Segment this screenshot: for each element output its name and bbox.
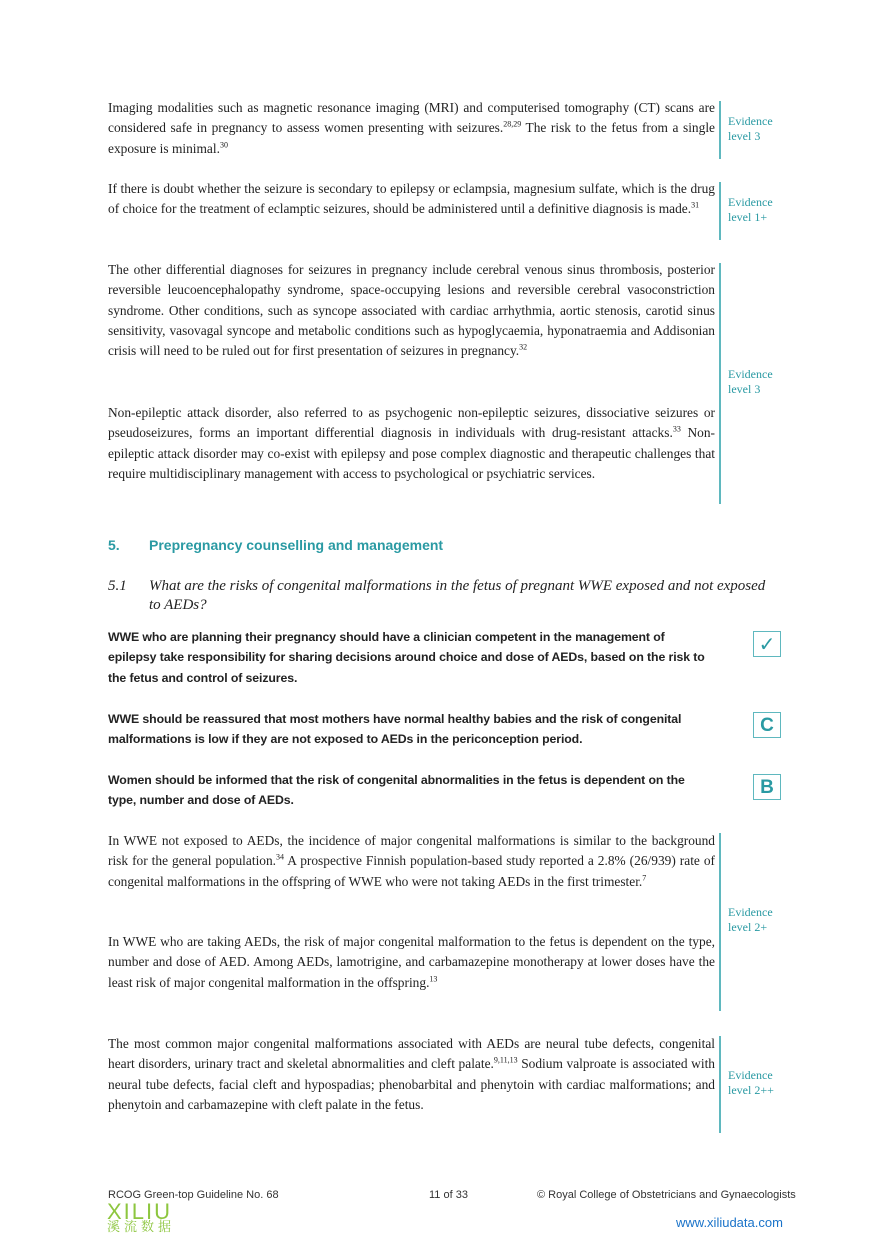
evidence-bar [719,101,721,159]
citation: 33 [672,424,681,434]
citation: 30 [219,140,228,150]
section-heading [108,537,443,553]
question-number: 5.1 [108,578,127,594]
logo-text: XILIU [107,1199,173,1224]
watermark-link[interactable]: www.xiliudata.com [676,1215,783,1230]
footer-copyright: © Royal College of Obstetricians and Gynaecologists [537,1189,796,1201]
citation: 34 [276,852,285,862]
citation: 9,11,13 [493,1055,518,1065]
logo-cjk-text: 溪流数据 [107,1220,176,1235]
grade-badge: B [753,774,781,800]
question-heading [108,577,768,615]
evidence-label: Evidence level 2+ [728,905,773,934]
paragraph-non-epileptic [108,403,715,484]
grade-badge: ✓ [753,631,781,657]
paragraph-magnesium [108,179,715,220]
text: In WWE who are taking AEDs, the risk of major congenital malformation to the fetus is dependent on the type, number and dose of AED. Among AEDs, lamotrigine, and carbamazepine monotherapy at lower doses have the least risk of major congenital malformation in the offspring. [108,934,715,990]
text: Imaging modalities such as magnetic resonance imaging (MRI) and computerised tomography (CT) scans are considered safe in pregnancy to assess women presenting with seizures. [108,100,715,136]
evidence-bar [719,833,721,1011]
evidence-label: Evidence level 3 [728,367,773,396]
evidence-label: Evidence level 3 [728,114,773,143]
citation: 13 [429,974,438,984]
paragraph-differential-diagnoses [108,260,715,361]
paragraph-imaging [108,98,715,159]
text: Non-epileptic attack disorder may co-exist with epilepsy and pose complex diagnostic and therapeutic challenges that require multidisciplinary management with access to psychological or psychiatric services. [108,425,716,481]
question-text: What are the risks of congenital malformations in the fetus of pregnant WWE exposed and not exposed to AEDs? [149,578,766,613]
evidence-bar [719,263,721,504]
watermark-logo [107,1199,176,1235]
recommendation: WWE should be reassured that most mothers have normal healthy babies and the risk of congenital malformations is low if they are not exposed to AEDs in the periconception period. [108,712,682,747]
section-title: Prepregnancy counselling and management [149,537,444,553]
evidence-bar [719,182,721,240]
paragraph-common-malformations [108,1034,715,1115]
text: The risk to the fetus from a single exposure is minimal. [108,120,715,156]
citation: 28,29 [503,119,522,129]
recommendation: WWE who are planning their pregnancy should have a clinician competent in the management of epilepsy take responsibility for sharing decisions around choice and dose of AEDs, based on the risk to the fetus and control of seizures. [108,630,705,685]
paragraph-taking-aeds [108,932,715,993]
citation: 7 [642,873,647,883]
evidence-label: Evidence level 2++ [728,1068,774,1097]
section-number: 5. [108,537,120,553]
evidence-label: Evidence level 1+ [728,195,773,224]
paragraph-not-exposed [108,831,715,892]
text: Non-epileptic attack disorder, also referred to as psychogenic non-epileptic seizures, dissociative seizures or pseudoseizures, forms an important differential diagnosis in individuals with drug-resistant attacks. [108,405,715,441]
evidence-bar [719,1036,721,1133]
citation: 31 [691,200,700,210]
citation: 32 [519,342,528,352]
page-number: 11 of 33 [429,1189,468,1201]
text: A prospective Finnish population-based study reported a 2.8% (26/939) rate of congenital malformations in the offspring of WWE who were not taking AEDs in the first trimester. [108,853,715,889]
text: If there is doubt whether the seizure is secondary to epilepsy or eclampsia, magnesium sulfate, which is the drug of choice for the treatment of eclamptic seizures, should be administered until a definitive diagnosis is made. [108,181,715,217]
text: In WWE not exposed to AEDs, the incidence of major congenital malformations is similar to the background risk for the general population. [108,833,715,869]
footer-guideline: RCOG Green-top Guideline No. 68 [108,1189,279,1201]
text: Sodium valproate is associated with neural tube defects, facial cleft and hypospadias; phenobarbital and phenytoin with cardiac malformations; and phenytoin and carbamazepine with cleft palate in the fetus. [108,1056,715,1112]
text: The other differential diagnoses for seizures in pregnancy include cerebral venous sinus thrombosis, posterior reversible leucoencephalopathy syndrome, space-occupying lesions and reversible cerebral vasoconstriction syndrome. Other conditions, such as syncope associated with cardiac arrhythmia, aortic stenosis, carotid sinus sensitivity, vasovagal syncope and metabolic conditions such as hypoglycaemia, hyponatraemia and Addisonian crisis will need to be ruled out for first presentation of seizures in pregnancy. [108,262,715,359]
text: The most common major congenital malformations associated with AEDs are neural tube defects, congenital heart disorders, urinary tract and skeletal abnormalities and cleft palate. [108,1036,715,1072]
grade-badge: C [753,712,781,738]
recommendation: Women should be informed that the risk of congenital abnormalities in the fetus is dependent on the type, number and dose of AEDs. [108,773,685,808]
